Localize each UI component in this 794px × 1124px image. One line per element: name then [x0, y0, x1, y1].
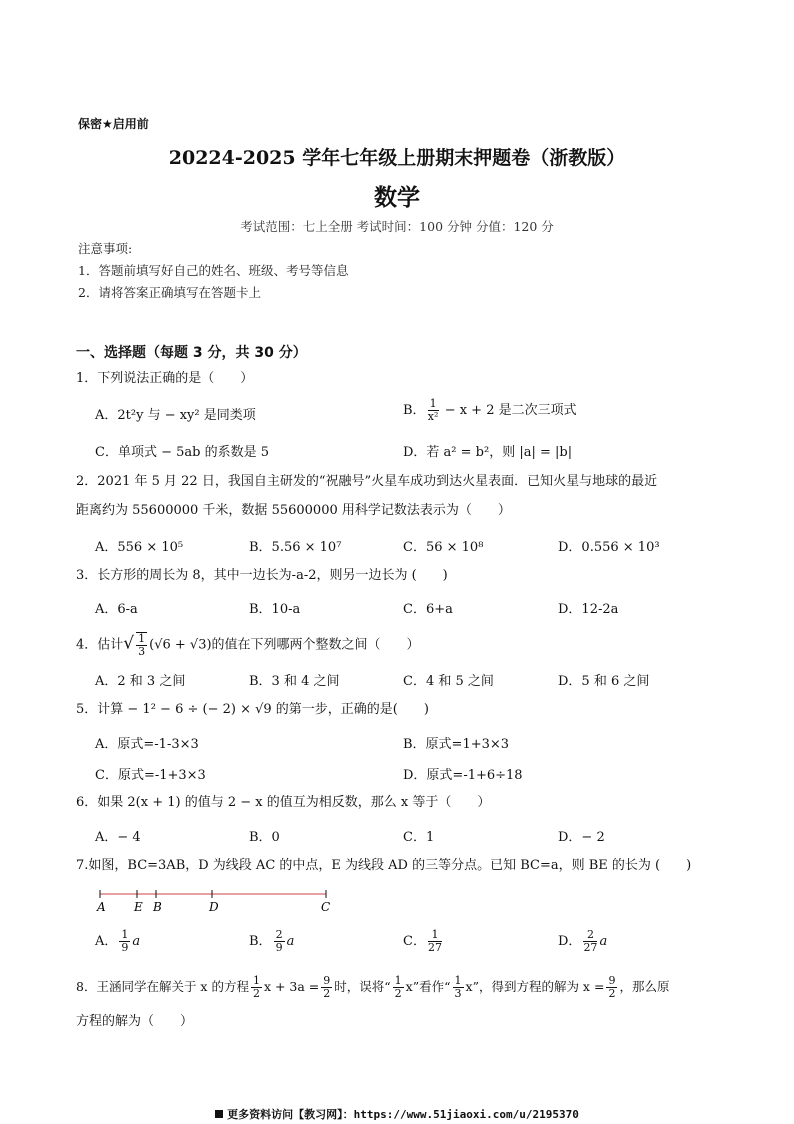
option-c: C．4 和 5 之间	[403, 674, 494, 689]
exam-title: 20224-2025 学年七年级上册期末押题卷（浙教版）	[168, 147, 626, 169]
option-a	[95, 929, 140, 954]
option-c	[403, 929, 444, 954]
numerator: 2	[275, 928, 283, 941]
footer-link[interactable]	[0, 1106, 794, 1122]
sqrt-sign: √	[123, 633, 135, 654]
numerator: 1	[428, 929, 442, 942]
denominator: 27	[427, 941, 442, 954]
option-b	[249, 929, 294, 954]
question-stem	[76, 632, 420, 658]
denominator: 3	[138, 645, 146, 658]
denominator: 2	[608, 987, 616, 1000]
option-d: D．5 和 6 之间	[558, 674, 650, 689]
denominator: 2	[252, 987, 260, 1000]
numerator: 9	[323, 974, 331, 987]
numerator: 1	[138, 632, 146, 645]
numerator: 9	[608, 974, 616, 987]
option-b: B．3 和 4 之间	[249, 674, 340, 689]
question-stem: 1．下列说法正确的是（ ）	[76, 371, 254, 386]
option-b: B．0	[249, 830, 280, 845]
stem-text: x”，得到方程的解为 x =	[465, 979, 605, 994]
option-c: C．单项式 − 5ab 的系数是 5	[95, 445, 269, 460]
option-a: A．556 × 10⁵	[95, 540, 184, 555]
option-c: C．6+a	[403, 602, 453, 617]
stem-text: x + 3a =	[263, 979, 320, 994]
question-stem: 5．计算 − 1² − 6 ÷ (− 2) × √9 的第一步，正确的是( )	[76, 702, 429, 717]
fraction	[428, 398, 439, 423]
option-text: − x + 2 是二次三项式	[440, 403, 577, 418]
point-label-c: C	[321, 900, 331, 914]
option-label: B．	[403, 403, 426, 418]
option-label: B．	[249, 934, 272, 949]
option-b	[403, 398, 577, 423]
variable: a	[599, 934, 608, 949]
option-a: A．原式=-1-3×3	[95, 737, 199, 752]
fraction	[136, 632, 147, 658]
question-stem-cont: 方程的解为（ ）	[76, 1014, 194, 1029]
option-c: C．原式=-1+3×3	[95, 768, 206, 783]
option-label: C．	[403, 934, 426, 949]
fraction	[321, 975, 332, 1000]
confidential-mark: 保密★启用前	[78, 117, 149, 131]
subject-title: 数学	[374, 185, 420, 211]
question-stem: 2．2021 年 5 月 22 日，我国自主研发的“祝融号”火星车成功到达火星表面．已知火星与地球的最近	[76, 474, 658, 489]
numerator: 1	[394, 974, 402, 987]
question-stem	[76, 975, 669, 1000]
denominator: 2	[394, 987, 402, 1000]
denominator: 3	[454, 987, 462, 1000]
note-item: 2．请将答案正确填写在答题卡上	[78, 285, 261, 300]
section-heading: 一、选择题（每题 3 分，共 30 分）	[76, 345, 307, 361]
option-d: D．0.556 × 10³	[558, 540, 660, 555]
option-a: A．2t²y 与 − xy² 是同类项	[95, 408, 256, 423]
denominator: 2	[323, 987, 331, 1000]
fraction	[583, 929, 597, 954]
fraction	[453, 975, 464, 1000]
fraction	[428, 929, 442, 954]
expr: (√6 + √3)	[149, 637, 212, 653]
variable: a	[132, 934, 141, 949]
numerator: 1	[454, 974, 462, 987]
denominator: 9	[121, 941, 129, 954]
question-stem-cont: 距离约为 55600000 千米，数据 55600000 用科学记数法表示为（ ）	[76, 503, 511, 518]
stem-text: 时，误将“	[334, 979, 391, 994]
numerator: 2	[583, 929, 597, 942]
numerator: 1	[121, 928, 129, 941]
numerator: 1	[252, 974, 260, 987]
point-label-b: B	[153, 900, 162, 914]
stem-text: 的值在下列哪两个整数之间（ ）	[211, 637, 420, 653]
option-c: C．56 × 10⁸	[403, 540, 484, 555]
fraction	[393, 975, 404, 1000]
fraction	[251, 975, 262, 1000]
denominator: x²	[427, 410, 439, 423]
point-label-d: D	[209, 900, 219, 914]
option-d: D．− 2	[558, 830, 605, 845]
option-d: D．12-2a	[558, 602, 619, 617]
point-label-a: A	[97, 900, 106, 914]
option-label: A．	[95, 934, 118, 949]
question-stem: 6．如果 2(x + 1) 的值与 2 − x 的值互为相反数，那么 x 等于（ ）	[76, 795, 491, 810]
fraction	[119, 929, 130, 954]
question-stem: 3．长方形的周长为 8，其中一边长为-a-2，则另一边长为 ( )	[76, 568, 448, 583]
option-label: D．	[558, 934, 582, 949]
segment-diagram	[90, 886, 350, 916]
denominator: 9	[275, 941, 283, 954]
stem-text: x”看作“	[405, 979, 451, 994]
option-b: B．原式=1+3×3	[403, 737, 510, 752]
option-b: B．5.56 × 10⁷	[249, 540, 342, 555]
option-d: D．若 a² = b²，则 |a| = |b|	[403, 445, 573, 460]
numerator: 1	[429, 397, 437, 410]
fraction	[274, 929, 285, 954]
exam-info: 考试范围：七上全册 考试时间：100 分钟 分值：120 分	[240, 219, 554, 234]
option-c: C．1	[403, 830, 435, 845]
question-stem: 7.如图，BC=3AB，D 为线段 AC 的中点，E 为线段 AD 的三等分点。已知 BC=a，则 BE 的长为 ( )	[76, 858, 692, 873]
option-b: B．10-a	[249, 602, 301, 617]
stem-text: 8．王涵同学在解关于 x 的方程	[76, 979, 249, 994]
stem-text: ，那么原	[619, 979, 670, 994]
note-item: 1．答题前填写好自己的姓名、班级、考号等信息	[78, 263, 349, 278]
option-a: A．2 和 3 之间	[95, 674, 186, 689]
denominator: 27	[583, 941, 598, 954]
option-a: A．6-a	[95, 602, 138, 617]
flag-icon	[215, 1110, 223, 1118]
footer-text[interactable]: 更多资料访问【教习网】：https://www.51jiaoxi.com/u/2195370	[227, 1108, 579, 1121]
stem-text: 4．估计	[76, 637, 124, 653]
variable: a	[286, 934, 295, 949]
option-d: D．原式=-1+6÷18	[403, 768, 523, 783]
fraction	[606, 975, 617, 1000]
notes-heading: 注意事项:	[78, 241, 133, 256]
point-label-e: E	[134, 900, 143, 914]
option-d	[558, 929, 607, 954]
option-a: A．− 4	[95, 830, 141, 845]
